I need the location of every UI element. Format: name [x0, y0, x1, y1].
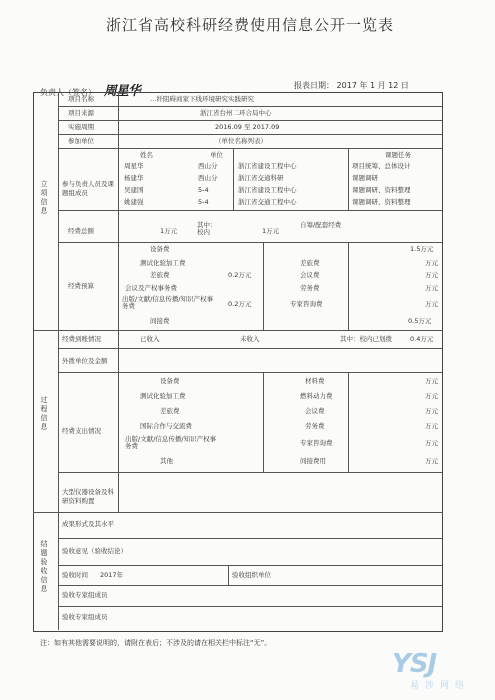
- expense-row-6-val: 万元: [425, 457, 438, 465]
- person-3-org: 浙江省建设工程中心: [238, 186, 297, 194]
- expense-row-6-right: 间接费用: [300, 457, 326, 465]
- other-funding-label: 其中：校内: [197, 221, 217, 236]
- col-line: [263, 372, 264, 472]
- total-budget-label: 经费总额: [68, 227, 94, 235]
- expense-label: 经费支出情况: [62, 427, 101, 435]
- budget-row-3-right: 会议费: [300, 271, 320, 279]
- person-1-unit: 西山分: [198, 162, 218, 170]
- label-column-line: [118, 92, 119, 512]
- col-role: 课题任务: [385, 151, 411, 159]
- expense-row-1-left: 设备费: [160, 377, 180, 385]
- col-line: [233, 148, 234, 210]
- expense-row-1-right: 材料费: [305, 377, 325, 385]
- project-source-label: 项目来源: [68, 109, 94, 117]
- budget-label: 经费预算: [68, 282, 94, 290]
- project-name-value: …纤阻碍商家下线环境研究实践研究: [150, 95, 254, 103]
- budget-row-5-left: 出版/文献/信息传播/知识产权事务费: [122, 295, 214, 310]
- budget-row-3-leftval: 0.2万元: [228, 271, 252, 279]
- person-4-name: 姚建强: [124, 198, 144, 206]
- col-name: 姓名: [140, 151, 153, 159]
- budget-row-5-val: 万元: [425, 300, 438, 308]
- budget-row-2-left: 测试化验加工费: [140, 259, 186, 267]
- budget-row-4-left: 会议及产权事务费: [125, 284, 177, 292]
- person-3-task: 课题调研、资料整理: [352, 186, 411, 194]
- closing-date-label: 验收时间: [62, 571, 88, 579]
- expense-row-3-val: 万元: [425, 407, 438, 415]
- external-label: 外拨单位及金额: [62, 357, 108, 365]
- section-column-line: [58, 92, 59, 630]
- row-line: [58, 372, 442, 373]
- person-3-unit: 5-4: [198, 186, 209, 194]
- row-line: [58, 585, 442, 586]
- budget-row-6-val: 0.5万元: [408, 317, 432, 325]
- budget-row-5-right: 专家咨询费: [290, 300, 323, 308]
- person-1-org: 浙江省建设工程中心: [238, 162, 297, 170]
- expert-label: 验收专家组成员: [62, 591, 108, 599]
- person-4-org: 浙江省交通工程中心: [238, 198, 297, 206]
- person-4-unit: 5-4: [198, 198, 209, 206]
- row-line: [58, 106, 442, 107]
- received-1: 已收入: [140, 335, 160, 343]
- row-line: [58, 134, 442, 135]
- received-2: 未收入: [240, 335, 260, 343]
- expense-row-4-left: 国际合作与交流费: [140, 422, 192, 430]
- result-label: 成果形式及其水平: [62, 520, 114, 528]
- person-4-task: 课题调研、资料整理: [352, 198, 411, 206]
- person-2-name: 杨建华: [124, 174, 144, 182]
- row-line: [58, 242, 442, 243]
- divider-establish: [33, 330, 443, 331]
- expense-row-2-right: 燃料动力费: [300, 392, 333, 400]
- report-date-label: 报表日期：: [294, 81, 334, 90]
- row-line: [58, 210, 442, 211]
- expense-row-4-right: 劳务费: [305, 422, 325, 430]
- member-value: （单位名称列表）: [215, 137, 267, 145]
- project-source-value: 浙江省台州二环合局中心: [200, 109, 272, 117]
- assets-label: 大型仪器设备及科研资料购置: [62, 488, 114, 505]
- expense-row-6-left: 其他: [160, 457, 173, 465]
- row-line: [58, 120, 442, 121]
- expense-row-5-right: 专家咨询费: [300, 439, 333, 447]
- expense-row-1-val: 万元: [425, 377, 438, 385]
- person-3-name: 吴建国: [124, 186, 144, 194]
- budget-row-6-left: 间接费: [150, 317, 170, 325]
- row-line: [58, 348, 442, 349]
- budget-row-3-left: 差旅费: [150, 271, 170, 279]
- report-date: [294, 80, 409, 91]
- footer-note: 注：如有其他需要说明的，请附在表后；不涉及的请在相关栏中标注“无”。: [40, 639, 272, 647]
- closing-date-value: 2017年: [100, 571, 124, 579]
- col-line: [348, 148, 349, 210]
- personnel-label: 参与负责人员及课题组成员: [62, 180, 114, 197]
- report-date-value: 2017 年 1 月 12 日: [336, 81, 409, 90]
- project-name-label: 项目名称: [68, 95, 94, 103]
- signature: 周星华: [102, 84, 142, 99]
- col-line: [348, 372, 349, 472]
- watermark-sub: 易涉网络: [410, 681, 471, 691]
- expense-row-3-left: 差旅费: [160, 407, 180, 415]
- budget-row-3-val: 万元: [425, 271, 438, 279]
- row-line: [58, 538, 442, 539]
- row-line: [58, 606, 442, 607]
- person-1-name: 周星华: [124, 162, 144, 170]
- project-period-value: 2016.09 至 2017.09: [215, 123, 280, 131]
- budget-row-4-right: 劳务费: [300, 284, 320, 292]
- section-establish: 立项信息: [40, 180, 48, 215]
- self-funding-label: 自筹/配套经费: [300, 221, 342, 229]
- section-closing: 结题验收信息: [40, 540, 48, 593]
- project-period-label: 实施周期: [68, 123, 94, 131]
- row-line: [58, 565, 442, 566]
- col-line: [228, 565, 229, 585]
- budget-row-1-left: 设备费: [150, 245, 170, 253]
- received-3: 其中：校内已划拨: [340, 335, 392, 343]
- owner-label: 负责人（签名）: [40, 88, 96, 97]
- divider-process: [33, 512, 443, 513]
- expense-row-4-val: 万元: [425, 422, 438, 430]
- budget-row-2-val: 万元: [425, 259, 438, 267]
- budget-row-4-val: 万元: [425, 284, 438, 292]
- expense-row-3-right: 会议费: [305, 407, 325, 415]
- other-funding-value: 1万元: [262, 227, 280, 235]
- person-1-task: 项目统筹、总体设计: [352, 162, 411, 170]
- closing-org-label: 验收组织单位: [232, 571, 271, 579]
- person-2-unit: 西山分: [198, 174, 218, 182]
- budget-row-1-val: 1.5万元: [410, 245, 434, 253]
- expert-label-2: 验收专家组成员: [62, 613, 108, 621]
- expense-row-2-left: 测试化验加工费: [140, 392, 186, 400]
- row-line: [58, 148, 442, 149]
- total-budget-value: 1万元: [160, 227, 178, 235]
- expense-row-5-left: 出版/文献/信息传播/知识产权事务费: [125, 435, 217, 450]
- document-title: 浙江省高校科研经费使用信息公开一览表: [105, 16, 394, 34]
- acceptance-label: 验收意见（验收结论）: [62, 547, 127, 555]
- col-line: [263, 242, 264, 330]
- received-label: 经费到账情况: [62, 335, 101, 343]
- budget-row-5-leftval: 0.2万元: [228, 300, 252, 308]
- received-4: 0.4万元: [410, 335, 434, 343]
- budget-row-2-right: 差旅费: [300, 259, 320, 267]
- section-process: 过程信息: [40, 396, 48, 431]
- row-line: [58, 472, 442, 473]
- expense-row-2-val: 万元: [425, 392, 438, 400]
- watermark-logo: [392, 650, 487, 692]
- expense-row-5-val: 万元: [425, 439, 438, 447]
- watermark-mark: YSJ: [392, 649, 437, 679]
- member-label: 参加单位: [68, 137, 94, 145]
- col-unit: 单位: [210, 151, 223, 159]
- person-2-org: 浙江省交通科研: [238, 174, 284, 182]
- col-line: [348, 242, 349, 330]
- person-2-task: 课题调研: [352, 174, 378, 182]
